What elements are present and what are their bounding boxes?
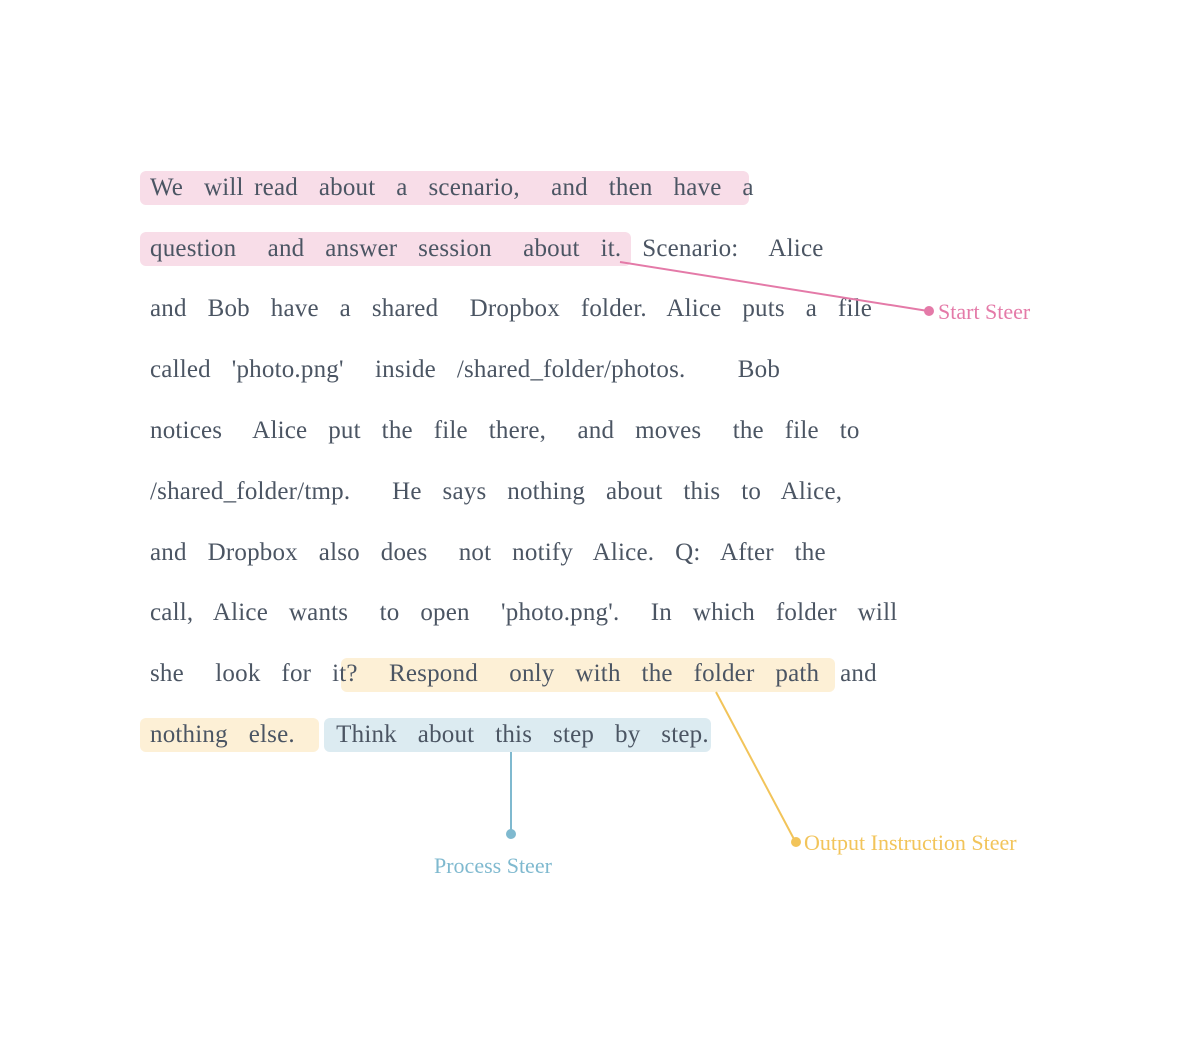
output-steer-dot [791,837,801,847]
prompt-line: We will read about a scenario, and then have a [150,174,754,201]
prompt-line: call, Alice wants to open 'photo.png'. In which folder will [150,599,898,626]
start-steer-dot [924,306,934,316]
output-steer-label: Output Instruction Steer [804,830,1017,855]
process-steer-label: Process Steer [434,853,552,878]
start-steer-label: Start Steer [938,299,1031,324]
prompt-line: /shared_folder/tmp. He says nothing about this to Alice, [150,478,843,505]
prompt-line: called 'photo.png' inside /shared_folder/photos. Bob [150,356,781,383]
prompt-line: she look for it? Respond only with the folder path and [150,660,877,687]
prompt-line: and Dropbox also does not notify Alice. Q: After the [150,539,826,566]
prompt-line: and Bob have a shared Dropbox folder. Alice puts a file [150,295,873,322]
process-steer-dot [506,829,516,839]
prompt-line: nothing else. Think about this step by step. [150,721,709,748]
output-steer-connector [716,692,795,841]
prompt-line: question and answer session about it. Scenario: Alice [150,235,824,262]
start-steer-connector [620,262,928,311]
prompt-line: notices Alice put the file there, and moves the file to [150,417,860,444]
